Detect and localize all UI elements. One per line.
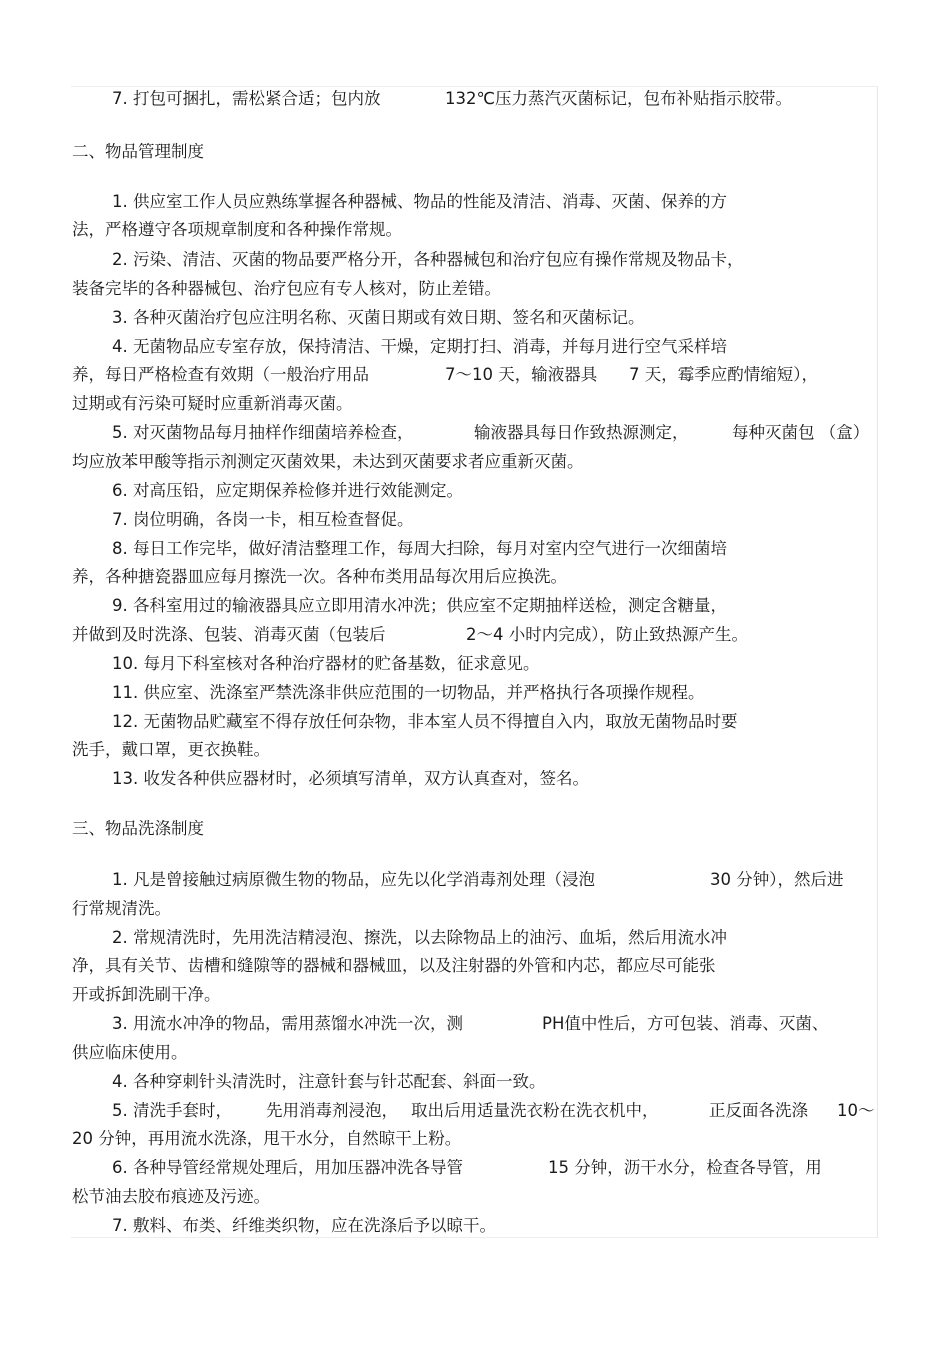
text-segment: 2～4 小时内完成），防止致热源产生。: [466, 625, 748, 644]
text-line: 7. 岗位明确，各岗一卡，相互检查督促。: [112, 510, 414, 529]
text-segment: 30 分钟），然后进: [710, 870, 844, 889]
text-segment: 15 分钟，沥干水分，检查各导管，用: [548, 1158, 822, 1177]
text-segment: 取出后用适量洗衣粉在洗衣机中，: [411, 1101, 659, 1120]
text-line: 2. 常规清洗时，先用洗洁精浸泡、擦洗，以去除物品上的油污、血垢，然后用流水冲: [112, 928, 727, 947]
section-heading-washing: 三、物品洗涤制度: [72, 819, 204, 838]
text-line: [112, 1157, 877, 1179]
text-segment: 7～10 天，输液器具: [445, 365, 598, 384]
text-segment: 每种灭菌包 （盒）: [732, 423, 870, 442]
text-line: 2. 污染、清洁、灭菌的物品要严格分开，各种器械包和治疗包应有操作常规及物品卡，: [112, 250, 744, 269]
text-line: 供应临床使用。: [72, 1043, 188, 1062]
text-segment: 3. 用流水冲净的物品，需用蒸馏水冲洗一次，测: [112, 1014, 463, 1033]
text-segment: 7. 打包可捆扎，需松紧合适；包内放: [112, 89, 381, 108]
text-line: [112, 869, 877, 891]
text-segment: 养，每日严格检查有效期（一般治疗用品: [72, 365, 369, 384]
text-line: 开或拆卸洗刷干净。: [72, 985, 221, 1004]
text-line: 11. 供应室、洗涤室严禁洗涤非供应范围的一切物品，并严格执行各项操作规程。: [112, 683, 705, 702]
text-line: 净，具有关节、齿槽和缝隙等的器械和器械皿，以及注射器的外管和内芯，都应尽可能张: [72, 956, 716, 975]
text-segment: 132℃压力蒸汽灭菌标记，包布补贴指示胶带。: [445, 89, 793, 108]
text-line: 均应放苯甲酸等指示剂测定灭菌效果，未达到灭菌要求者应重新灭菌。: [72, 452, 584, 471]
text-line: [72, 624, 877, 646]
text-line: [112, 422, 877, 444]
text-line: 3. 各种灭菌治疗包应注明名称、灭菌日期或有效日期、签名和灭菌标记。: [112, 308, 645, 327]
text-line: 4. 无菌物品应专室存放，保持清洁、干燥，定期打扫、消毒，并每月进行空气采样培: [112, 337, 727, 356]
text-line: [72, 364, 877, 386]
text-segment: PH值中性后，方可包装、消毒、灭菌、: [542, 1014, 829, 1033]
text-segment: 5. 对灭菌物品每月抽样作细菌培养检查，: [112, 423, 414, 442]
text-line: [112, 88, 877, 110]
text-segment: 先用消毒剂浸泡，: [266, 1101, 398, 1120]
text-line: 1. 供应室工作人员应熟练掌握各种器械、物品的性能及清洁、消毒、灭菌、保养的方: [112, 192, 727, 211]
text-line: 10. 每月下科室核对各种治疗器材的贮备基数，征求意见。: [112, 654, 540, 673]
text-segment: 5. 清洗手套时，: [112, 1101, 232, 1120]
text-line: 松节油去胶布痕迹及污迹。: [72, 1187, 270, 1206]
text-segment: 并做到及时洗涤、包装、消毒灭菌（包装后: [72, 625, 386, 644]
text-line: 装备完毕的各种器械包、治疗包应有专人核对，防止差错。: [72, 279, 501, 298]
text-line: 行常规清洗。: [72, 899, 171, 918]
text-line: 过期或有污染可疑时应重新消毒灭菌。: [72, 394, 353, 413]
text-segment: 10～: [837, 1101, 875, 1120]
text-line: [112, 1013, 877, 1035]
text-line: 7. 敷料、布类、纤维类织物，应在洗涤后予以晾干。: [112, 1216, 496, 1235]
text-line: 8. 每日工作完毕，做好清洁整理工作，每周大扫除，每月对室内空气进行一次细菌培: [112, 539, 727, 558]
text-segment: 7 天，霉季应酌情缩短），: [629, 365, 818, 384]
text-line: 洗手，戴口罩，更衣换鞋。: [72, 740, 270, 759]
text-line: 12. 无菌物品贮藏室不得存放任何杂物，非本室人员不得擅自入内，取放无菌物品时要: [112, 712, 738, 731]
text-segment: 正反面各洗涤: [709, 1101, 808, 1120]
text-segment: 1. 凡是曾接触过病原微生物的物品，应先以化学消毒剂处理（浸泡: [112, 870, 595, 889]
section-heading-management: 二、物品管理制度: [72, 142, 204, 161]
text-line: 6. 对高压铅，应定期保养检修并进行效能测定。: [112, 481, 463, 500]
text-line: 4. 各种穿刺针头清洗时，注意针套与针芯配套、斜面一致。: [112, 1072, 546, 1091]
text-line: 20 分钟，再用流水洗涤，甩干水分，自然晾干上粉。: [72, 1129, 462, 1148]
text-line: 13. 收发各种供应器材时，必须填写清单，双方认真查对，签名。: [112, 769, 589, 788]
text-segment: 输液器具每日作致热源测定，: [474, 423, 689, 442]
text-line: 9. 各科室用过的输液器具应立即用清水冲洗；供应室不定期抽样送检，测定含糖量，: [112, 596, 727, 615]
text-segment: 6. 各种导管经常规处理后，用加压器冲洗各导管: [112, 1158, 463, 1177]
text-line: 法，严格遵守各项规章制度和各种操作常规。: [72, 220, 402, 239]
text-line: 养，各种搪瓷器皿应每月擦洗一次。各种布类用品每次用后应换洗。: [72, 567, 567, 586]
text-line: [112, 1100, 877, 1122]
